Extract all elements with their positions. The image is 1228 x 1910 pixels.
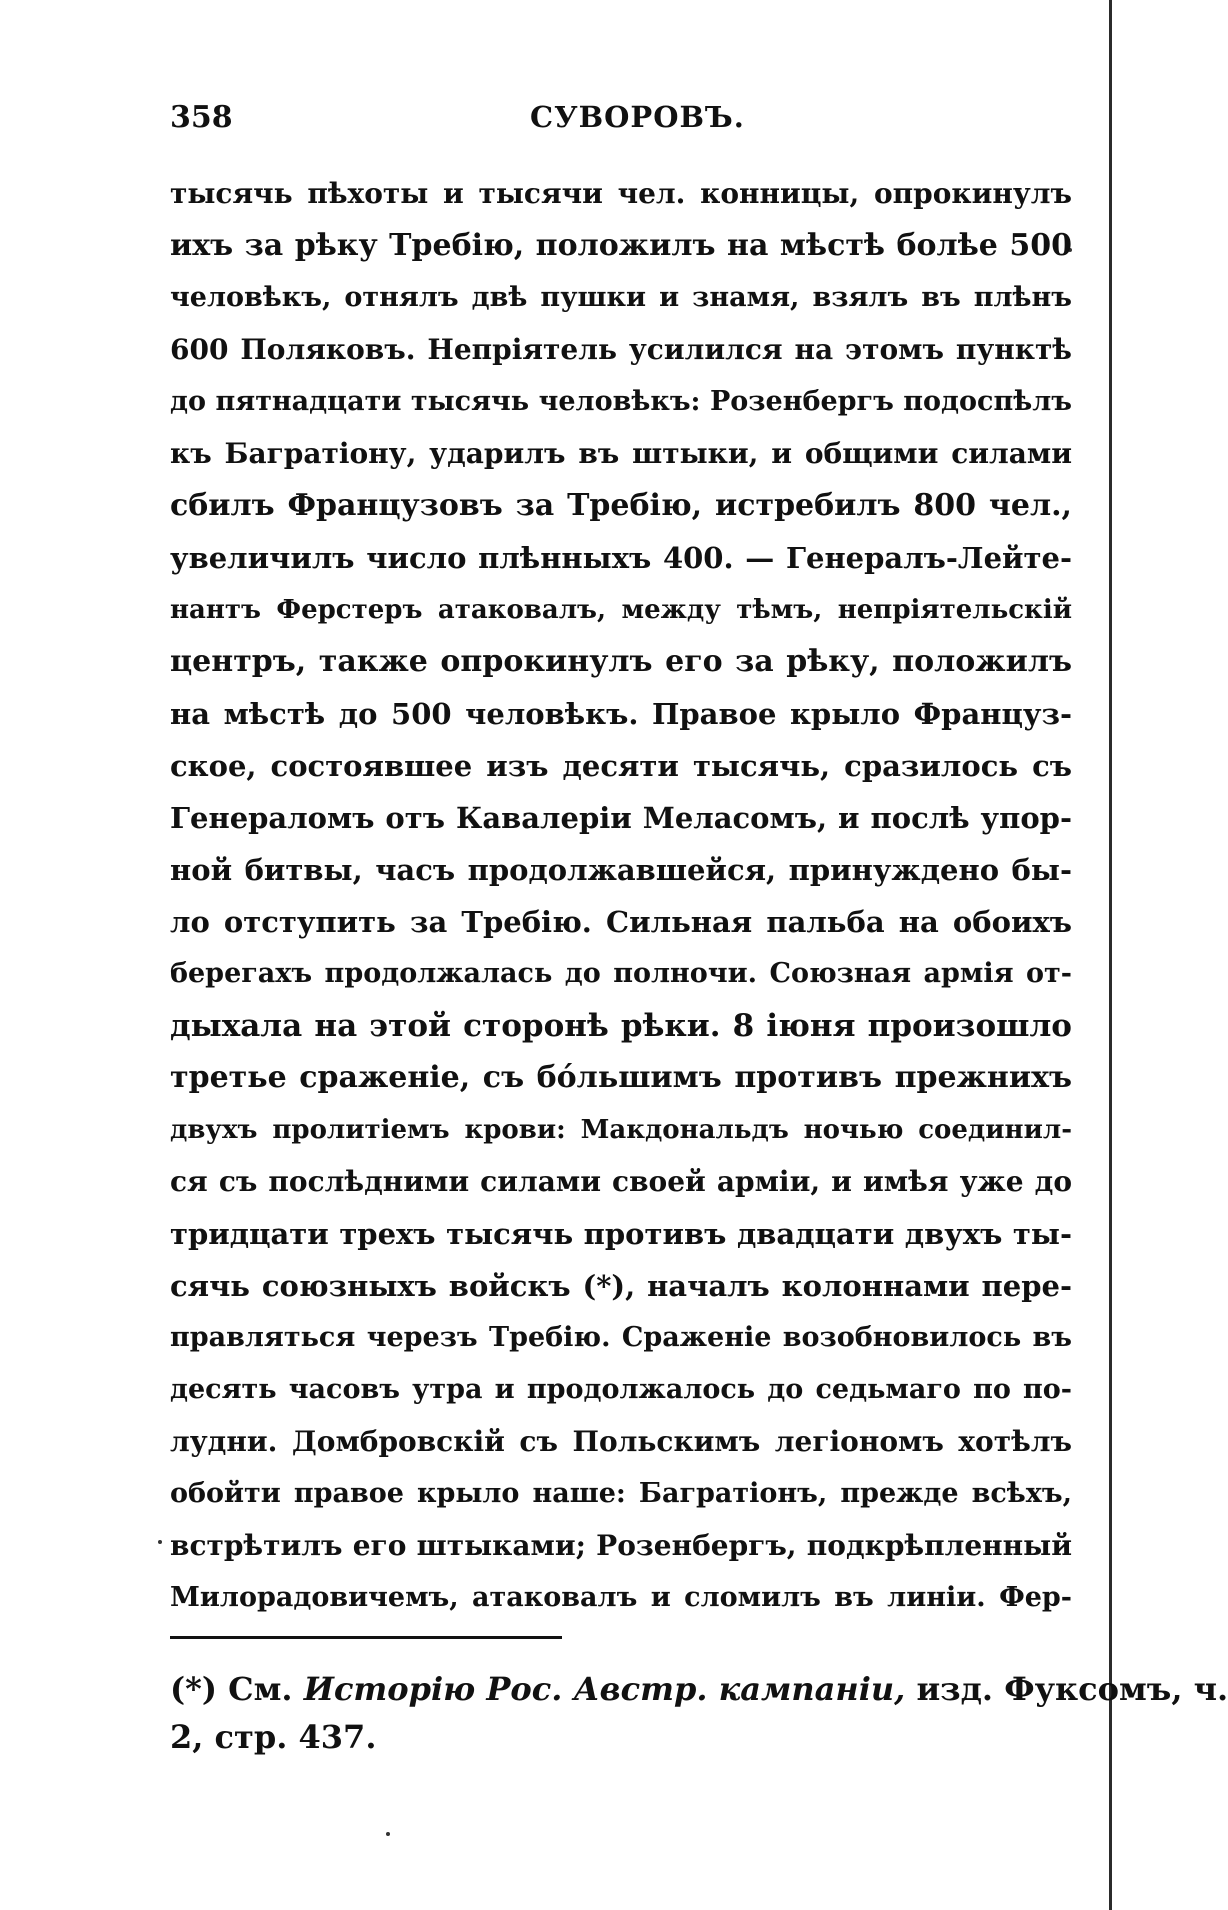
- text-line: человѣкъ, отнялъ двѣ пушки и знамя, взялъ въ плѣнъ: [170, 282, 1072, 313]
- page-edge-shadow: [1109, 0, 1112, 1910]
- footnote-publisher: изд. Фуксомъ, ч.: [916, 1670, 1228, 1708]
- text-line: ло отступить за Требію. Сильная пальба на обоихъ: [170, 905, 1072, 939]
- text-line: сячь союзныхъ войскъ (*), началъ колоннами пере-: [170, 1269, 1072, 1303]
- text-line: къ Багратіону, ударилъ въ штыки, и общими силами: [170, 437, 1072, 470]
- text-line: десять часовъ утра и продолжалось до седьмаго по по-: [170, 1374, 1072, 1405]
- text-line: ной битвы, часъ продолжавшейся, принуждено бы-: [170, 853, 1072, 887]
- text-line: берегахъ продолжалась до полночи. Союзная армія от-: [170, 958, 1072, 989]
- running-head: СУВОРОВЪ.: [530, 100, 745, 134]
- text-line: Генераломъ отъ Кавалеріи Меласомъ, и послѣ упор-: [170, 801, 1072, 835]
- page-number: 358: [170, 100, 233, 135]
- text-line: ское, состоявшее изъ десяти тысячь, сразилось съ: [170, 749, 1072, 783]
- text-line: тысячь пѣхоты и тысячи чел. конницы, опрокинулъ: [170, 177, 1072, 210]
- text-line: на мѣстѣ до 500 человѣкъ. Правое крыло Француз-: [170, 697, 1072, 731]
- text-line: правляться черезъ Требію. Сраженіе возобновилось въ: [170, 1322, 1072, 1353]
- text-line: лудни. Домбровскій съ Польскимъ легіономъ хотѣлъ: [170, 1425, 1072, 1458]
- text-line: ся съ послѣдними силами своей арміи, и имѣя уже до: [170, 1165, 1072, 1198]
- text-line: двухъ пролитіемъ крови: Макдональдъ ночью соединил-: [170, 1115, 1072, 1145]
- page-header: [170, 100, 1070, 140]
- text-line: до пятнадцати тысячь человѣкъ: Розенбергъ подоспѣлъ: [170, 386, 1072, 417]
- text-line: дыхала на этой сторонѣ рѣки. 8 іюня произошло: [170, 1008, 1072, 1044]
- text-line: увеличилъ число плѣнныхъ 400. — Генералъ-Лейте-: [170, 541, 1072, 575]
- footnote-line-2: 2, стр. 437.: [170, 1718, 377, 1756]
- footnote-line-1: [170, 1665, 1228, 1713]
- text-line: обойти правое крыло наше: Багратіонъ, прежде всѣхъ,: [170, 1478, 1072, 1509]
- text-line: 600 Поляковъ. Непріятель усилился на этомъ пунктѣ: [170, 333, 1072, 366]
- footnote-marker: (*) См.: [170, 1670, 293, 1708]
- print-speck: [158, 1540, 162, 1544]
- footnote-divider: [170, 1636, 562, 1639]
- body-text: [170, 168, 1072, 1624]
- print-speck: [386, 1832, 390, 1836]
- text-line: третье сраженіе, съ бо́льшимъ противъ прежнихъ: [170, 1060, 1072, 1095]
- text-line: ихъ за рѣку Требію, положилъ на мѣстѣ болѣе 500: [170, 228, 1072, 263]
- text-line: центръ, также опрокинулъ его за рѣку, положилъ: [170, 644, 1072, 679]
- text-line: тридцати трехъ тысячь противъ двадцати двухъ ты-: [170, 1217, 1072, 1251]
- text-line: встрѣтилъ его штыками; Розенбергъ, подкрѣпленный: [170, 1529, 1072, 1562]
- text-line: сбилъ Французовъ за Требію, истребилъ 800 чел.,: [170, 488, 1072, 523]
- footnote: [170, 1665, 1228, 1761]
- footnote-title: Исторію Рос. Австр. кампаніи,: [303, 1670, 906, 1708]
- text-line: Милорадовичемъ, атаковалъ и сломилъ въ линіи. Фер-: [170, 1582, 1072, 1613]
- text-line: нантъ Ферстеръ атаковалъ, между тѣмъ, непріятельскій: [170, 595, 1072, 625]
